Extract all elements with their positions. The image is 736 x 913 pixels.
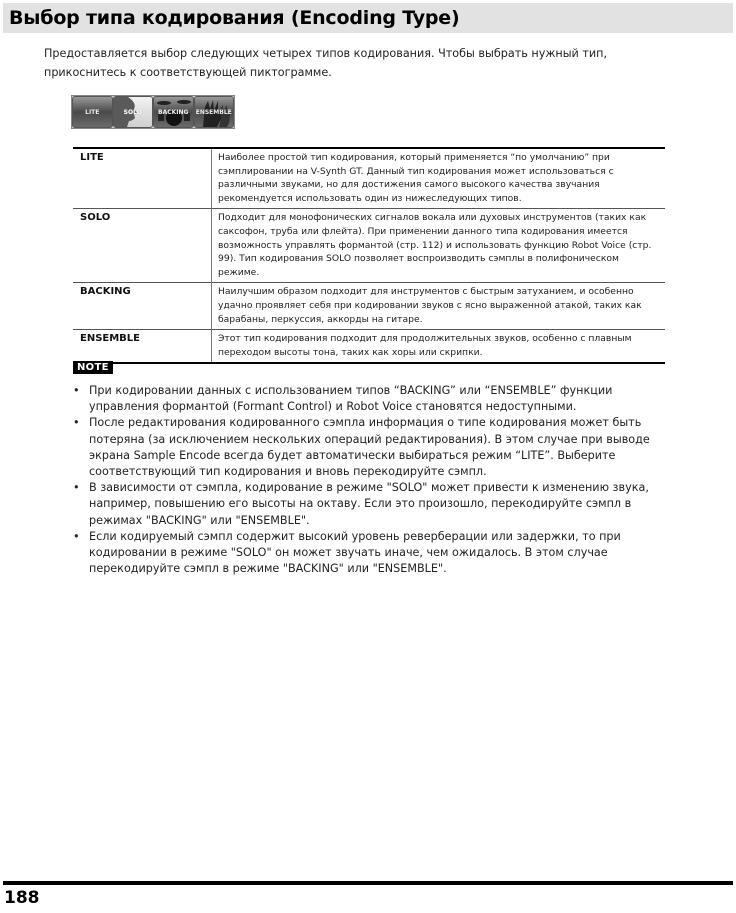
encoding-button-label: SOLO [123,108,142,116]
encoding-description: Наилучшим образом подходит для инструментов с быстрым затуханием, и особенно удачно проявляет себя при кодировании звуков с ясно выраженной атакой, таких как барабаны, перкуссия, аккорды на гитаре. [212,283,666,330]
bullet-icon: • [73,529,80,543]
encoding-button-backing[interactable] [153,96,194,128]
bullet-icon: • [73,384,80,397]
encoding-description: Подходит для монофонических сигналов вокала или духовых инструментов (таких как саксофон, труба или флейта). При применении данного типа кодирования имеется возможность управлять формантой (стр. 112) и использовать функцию Robot Voice (стр. 99). Тип кодирования SOLO позволяет воспроизводить сэмплы в полифоническом режиме. [212,209,666,283]
bullet-icon: • [73,481,80,495]
note-badge: NOTE [73,361,113,374]
encoding-description: Наиболее простой тип кодирования, который применяется “по умолчанию” при сэмплировании на V-Synth GT. Данный тип кодирования может использоваться с различными звуками, но для достижения самого высокого качества звучания рекомендуется использовать один из нижеследующих типов. [212,148,666,209]
bullet-icon: • [73,416,80,430]
encoding-term: LITE [80,152,104,163]
note-text: После редактирования кодированного сэмпла информация о типе кодирования может быть потеряна (за исключением нескольких операций редактирования). В этом случае при выводе экрана Sample Encode всегда будет автоматически выбираться режим “LITE”. Выберите соответствующий тип кодирования и вновь перекодируйте сэмпл. [89,416,650,479]
encoding-type-selector [71,95,235,129]
encoding-term: ENSEMBLE [73,330,212,364]
note-text: В зависимости от сэмпла, кодирование в режиме "SOLO" может привести к изменению звука, например, повышению его высоты на октаву. Если это произошло, перекодируйте сэмпл в режимах "BACKING" или "ENSEMBLE". [89,481,649,527]
table-row [73,148,665,209]
encoding-button-lite[interactable] [72,96,113,128]
encoding-term: BACKING [73,283,212,330]
table-row [73,330,665,364]
encoding-types-table [73,147,665,364]
note-text: При кодировании данных с использованием типов “BACKING” или “ENSEMBLE” функции управления формантой (Formant Control) и Robot Voice становятся недоступными. [89,384,613,414]
encoding-button-label: ENSEMBLE [195,108,232,116]
table-row [73,283,665,330]
intro-paragraph: Предоставляется выбор следующих четырех типов кодирования. Чтобы выбрать нужный тип, прикоснитесь к соответствующей пиктограмме. [44,47,608,79]
encoding-button-solo[interactable] [113,96,154,128]
section-header [3,3,733,33]
page-number: 188 [4,888,40,908]
note-text: Если кодируемый сэмпл содержит высокий уровень реверберации или задержки, то при кодировании в режиме "SOLO" он может звучать иначе, чем ожидалось. В этом случае перекодируйте сэмпл в режиме "BACKING" или "ENSEMBLE". [89,529,621,576]
encoding-description: Этот тип кодирования подходит для продолжительных звуков, особенно с плавным переходом высоты тона, таких как хоры или скрипки. [212,330,666,364]
encoding-term: SOLO [73,209,212,283]
note-list [73,383,685,577]
note-item [73,415,685,480]
encoding-button-label: BACKING [158,108,189,116]
encoding-button-label: LITE [85,108,100,116]
note-item [73,480,685,529]
note-item [73,383,685,415]
page-title: Выбор типа кодирования (Encoding Type) [9,7,460,29]
footer-divider [3,881,733,885]
encoding-button-ensemble[interactable] [194,96,235,128]
note-item [73,529,685,578]
table-row [73,209,665,283]
